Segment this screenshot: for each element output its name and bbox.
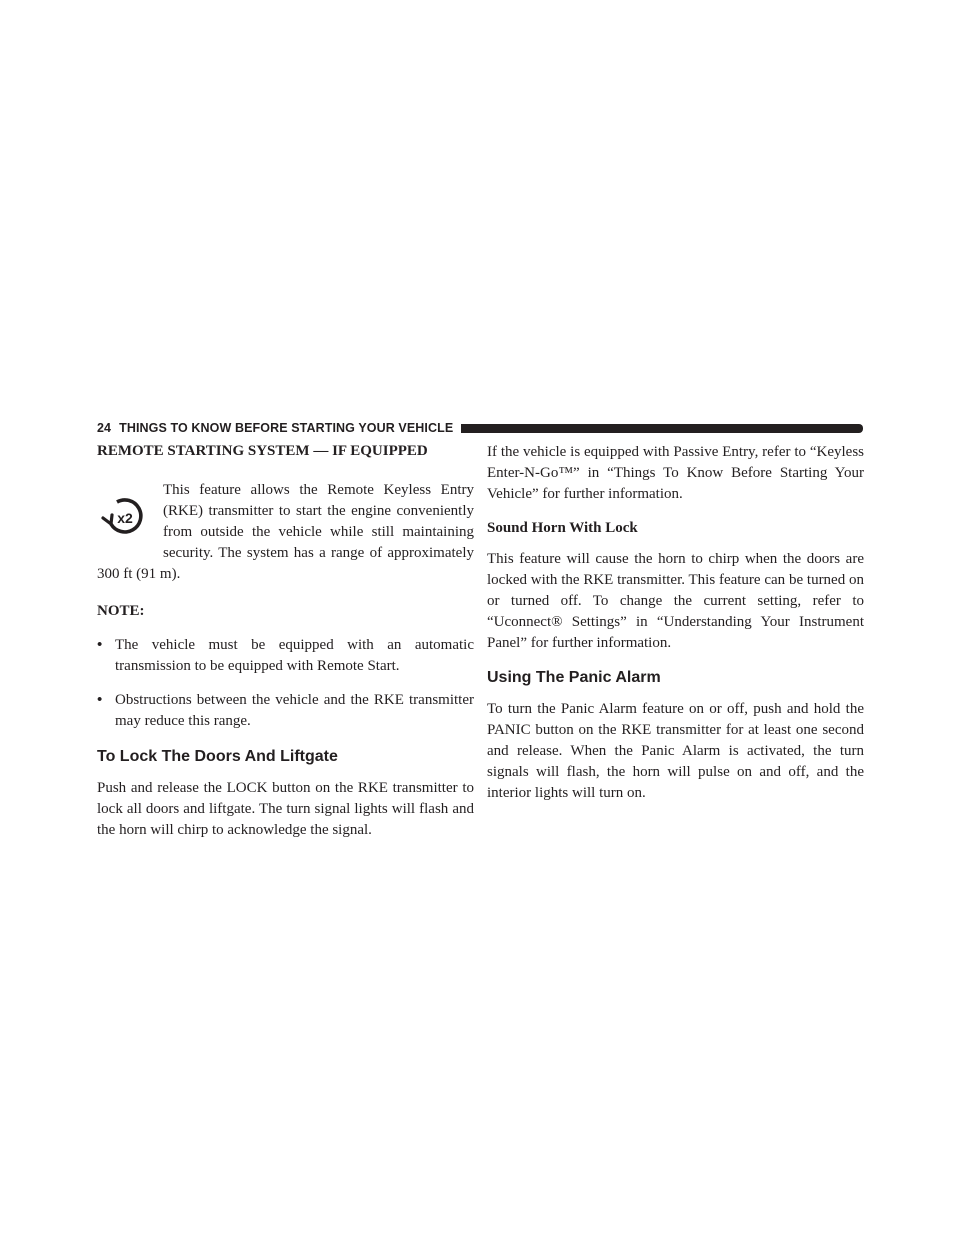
list-item: • The vehicle must be equipped with an automatic transmission to be equipped with Remote Start. xyxy=(97,637,474,674)
remote-start-intro: This feature allows the Remote Keyless Entry (RKE) transmitter to start the engine conveniently from outside the vehicle while still maintaining security. The system has a range of approximately 300 ft (91 m). xyxy=(97,482,474,582)
remote-start-intro-block xyxy=(97,480,474,585)
lock-doors-body: Push and release the LOCK button on the RKE transmitter to lock all doors and liftgate. The turn signal lights will flash and the horn will chirp to acknowledge the signal. xyxy=(97,780,474,838)
list-item: • Obstructions between the vehicle and the RKE transmitter may reduce this range. xyxy=(97,692,474,729)
remote-start-icon-label: x2 xyxy=(117,510,133,526)
lock-doors-heading: To Lock The Doors And Liftgate xyxy=(97,748,338,765)
note-block xyxy=(97,601,474,732)
sound-horn-body: This feature will cause the horn to chirp when the doors are locked with the RKE transmitter. This feature can be turned on or turned off. To change the current setting, refer to “Uconnect® Settings” in “Understanding Your Instrument Panel” for further information. xyxy=(487,551,864,651)
left-column xyxy=(97,440,474,841)
remote-start-icon xyxy=(97,488,157,548)
passive-entry-text: If the vehicle is equipped with Passive Entry, refer to “Keyless Enter-N-Go™” in “Things To Know Before Starting Your Vehicle” for further information. xyxy=(487,444,864,502)
note-bullets xyxy=(97,635,474,732)
panic-alarm-body: To turn the Panic Alarm feature on or off, push and hold the PANIC button on the RKE transmitter for at least one second and release. When the Panic Alarm is activated, the turn signals will flash, the horn will pulse on and off, and the interior lights will turn on. xyxy=(487,701,864,801)
section-title: THINGS TO KNOW BEFORE STARTING YOUR VEHICLE xyxy=(119,421,454,435)
sound-horn-heading: Sound Horn With Lock xyxy=(487,520,638,536)
page-number: 24 xyxy=(97,421,112,435)
remote-start-title: REMOTE STARTING SYSTEM — IF EQUIPPED xyxy=(97,443,428,459)
right-column xyxy=(487,440,864,804)
panic-alarm-heading: Using The Panic Alarm xyxy=(487,669,661,686)
header-rule xyxy=(461,424,863,433)
note-label: NOTE: xyxy=(97,603,145,619)
page-header xyxy=(97,418,863,438)
